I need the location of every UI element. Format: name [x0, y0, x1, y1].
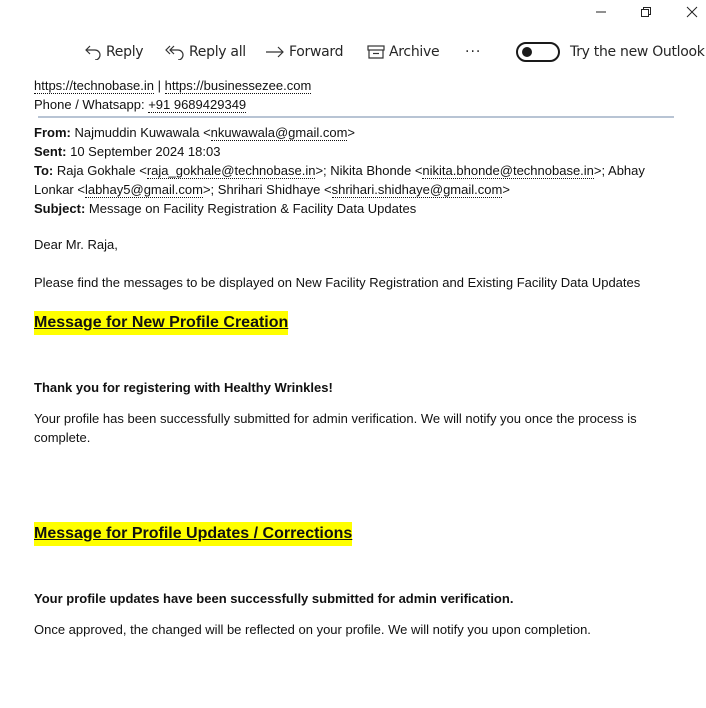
technobase-link[interactable]: https://technobase.in — [34, 78, 154, 93]
to-recipient-name: Raja Gokhale < — [53, 163, 147, 178]
message-toolbar — [0, 38, 706, 66]
more-options-button[interactable] — [465, 38, 481, 66]
intro-text: Please find the messages to be displayed on New Facility Registration and Existing Facility Data Updates — [34, 275, 641, 290]
toggle-knob — [522, 47, 532, 57]
to-recipient-sep: >; — [315, 163, 327, 178]
section-heading-profile-updates: Message for Profile Updates / Corrections — [34, 522, 352, 546]
more-icon: ··· — [465, 44, 482, 60]
close-icon — [686, 6, 698, 18]
reply-button[interactable] — [84, 38, 143, 66]
greeting: Dear Mr. Raja, — [34, 237, 118, 252]
from-email-link[interactable]: nkuwawala@gmail.com — [210, 125, 348, 140]
to-recipient-email[interactable]: shrihari.shidhaye@gmail.com — [331, 182, 503, 197]
signature-phone — [34, 95, 674, 114]
sent-value: 10 September 2024 18:03 — [66, 144, 221, 159]
subject-label: Subject: — [34, 201, 86, 216]
sent-label: Sent: — [34, 144, 67, 159]
to-recipient-sep: > — [502, 182, 510, 197]
reply-icon — [84, 44, 102, 60]
restore-button[interactable] — [623, 0, 669, 24]
to-recipient-name: Abhay Lonkar < — [34, 163, 649, 197]
to-recipient-name: Shrihari Shidhaye < — [214, 182, 332, 197]
section-new-profile — [34, 311, 674, 335]
archive-button[interactable] — [367, 38, 439, 66]
archive-icon — [367, 44, 385, 60]
phone-label: Phone / Whatsapp: — [34, 97, 149, 112]
close-button[interactable] — [669, 0, 706, 24]
restore-icon — [640, 6, 652, 18]
archive-label: Archive — [389, 44, 440, 60]
to-recipient-email[interactable]: raja_gokhale@technobase.in — [146, 163, 316, 178]
forward-icon — [265, 45, 285, 59]
minimize-button[interactable] — [578, 0, 624, 24]
signature-links — [34, 76, 674, 95]
to-label: To: — [34, 163, 54, 178]
signature-block — [34, 76, 674, 114]
section-new-profile-bold-line: Thank you for registering with Healthy Wrinkles! — [34, 380, 333, 395]
try-new-outlook-toggle[interactable] — [516, 38, 705, 66]
link-divider: | — [153, 78, 165, 93]
subject-line — [34, 199, 674, 218]
minimize-icon — [595, 6, 607, 18]
forward-label: Forward — [289, 44, 344, 60]
header-separator — [38, 116, 674, 118]
phone-link[interactable]: +91 9689429349 — [148, 97, 247, 112]
reply-all-button[interactable] — [165, 38, 246, 66]
toggle-switch[interactable] — [516, 42, 560, 62]
try-new-outlook-label: Try the new Outlook — [570, 44, 705, 60]
forward-button[interactable] — [265, 38, 343, 66]
section-heading-new-profile: Message for New Profile Creation — [34, 311, 288, 335]
section-profile-updates-text: Once approved, the changed will be reflected on your profile. We will notify you upon completion. — [34, 622, 591, 637]
to-recipient-name: Nikita Bhonde < — [326, 163, 423, 178]
from-name: Najmuddin Kuwawala < — [70, 125, 211, 140]
section-profile-updates-bold-line: Your profile updates have been successfully submitted for admin verification. — [34, 591, 514, 606]
section-new-profile-text: Your profile has been successfully submitted for admin verification. We will notify you once the process is complete. — [34, 411, 637, 445]
businessezee-link[interactable]: https://businessezee.com — [164, 78, 312, 93]
to-line — [34, 161, 674, 199]
to-recipient-sep: >; — [202, 182, 215, 197]
to-recipient-sep: >; — [593, 163, 606, 178]
to-recipient-email[interactable]: labhay5@gmail.com — [84, 182, 203, 197]
from-close: > — [347, 125, 356, 140]
subject-value: Message on Facility Registration & Facility Data Updates — [85, 201, 417, 216]
reply-all-icon — [165, 44, 185, 60]
from-line — [34, 123, 674, 142]
original-message-header — [34, 123, 674, 218]
section-profile-updates — [34, 522, 674, 546]
to-recipient-email[interactable]: nikita.bhonde@technobase.in — [422, 163, 594, 178]
reply-label: Reply — [106, 44, 144, 60]
from-label: From: — [34, 125, 71, 140]
reply-all-label: Reply all — [189, 44, 246, 60]
sent-line — [34, 142, 674, 161]
